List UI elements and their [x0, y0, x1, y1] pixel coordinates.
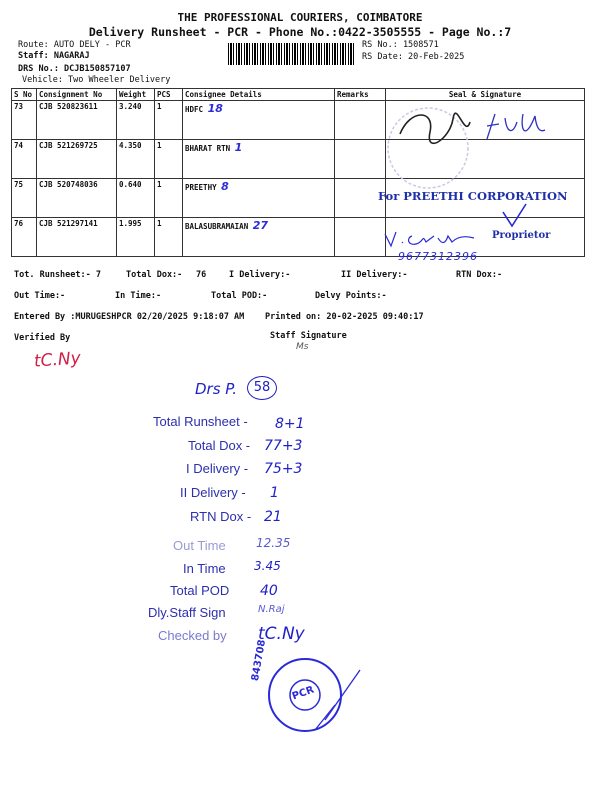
hw-value-out-time: 12.35	[256, 536, 291, 550]
cell-weight: 1.995	[117, 218, 155, 257]
hw-value-total-pod: 40	[260, 583, 278, 599]
hw-value-total-runsheet: 8+1	[275, 416, 305, 432]
proprietor-stamp: Proprietor	[492, 230, 551, 241]
handwritten-count: 27	[252, 219, 269, 232]
hw-label-total-pod: Total POD	[170, 583, 230, 598]
receiver-signature	[382, 228, 482, 250]
route-label: Route: AUTO DELY - PCR	[18, 40, 131, 50]
verified-by-label: Verified By	[14, 333, 71, 343]
hw-label-i-delivery: I Delivery -	[186, 461, 249, 476]
company-name: THE PROFESSIONAL COURIERS, COIMBATORE	[177, 11, 423, 24]
total-pod-label: Total POD:-	[211, 291, 268, 301]
cell-sno: 73	[12, 101, 37, 140]
barcode	[228, 43, 354, 65]
col-seal: Seal & Signature	[386, 89, 585, 101]
cell-consignee	[183, 179, 335, 218]
delvy-points-label: Delvy Points:-	[315, 291, 387, 301]
cell-consignment: CJB 520748036	[37, 179, 117, 218]
vehicle-label: Vehicle: Two Wheeler Delivery	[22, 75, 171, 85]
hw-value-dly-staff-sign: N.Raj	[258, 604, 285, 615]
consignee-name: HDFC	[185, 105, 204, 114]
receiver-phone: 9677312396	[398, 250, 478, 263]
rtn-dox-label: RTN Dox:-	[456, 270, 503, 280]
col-consignee: Consignee Details	[183, 89, 335, 101]
col-remarks: Remarks	[335, 89, 386, 101]
cell-remarks	[335, 140, 386, 179]
hw-label-dly-staff-sign: Dly.Staff Sign	[148, 605, 226, 620]
table-header-row	[12, 89, 585, 101]
cell-weight: 3.240	[117, 101, 155, 140]
hw-value-total-dox: 77+3	[264, 438, 303, 454]
consignee-name: BHARAT RTN	[185, 144, 231, 153]
rs-date: RS Date: 20-Feb-2025	[362, 52, 465, 62]
col-sno: S No	[12, 89, 37, 101]
hw-label-ii-delivery: II Delivery -	[180, 485, 246, 500]
staff-label: Staff: NAGARAJ	[18, 51, 90, 61]
staff-signature-scribble: Ms	[296, 342, 309, 352]
cell-pcs: 1	[155, 101, 183, 140]
cell-consignee	[183, 101, 335, 140]
signature-drawing	[395, 104, 555, 149]
verified-signature: tC.Ny	[33, 348, 82, 372]
stamp-center-text: PCR	[290, 684, 316, 703]
staff-signature-label: Staff Signature	[270, 331, 347, 341]
cell-consignment: CJB 521297141	[37, 218, 117, 257]
hw-label-out-time: Out Time	[173, 538, 226, 553]
out-time-label: Out Time:-	[14, 291, 66, 301]
cell-sno: 75	[12, 179, 37, 218]
cell-sno: 76	[12, 218, 37, 257]
cell-consignee	[183, 140, 335, 179]
total-dox-value: 76	[196, 270, 207, 280]
col-weight: Weight	[117, 89, 155, 101]
hw-value-checked-by: tC.Ny	[258, 624, 305, 644]
hw-value-ii-delivery: 1	[270, 485, 279, 501]
cell-pcs: 1	[155, 218, 183, 257]
cell-consignment: CJB 520823611	[37, 101, 117, 140]
cell-pcs: 1	[155, 179, 183, 218]
hw-label-checked-by: Checked by	[158, 628, 227, 643]
hw-value-rtn-dox: 21	[264, 509, 282, 525]
handwritten-count: 8	[221, 180, 229, 193]
drs-p-label: Drs P.	[195, 380, 238, 398]
col-pcs: PCS	[155, 89, 183, 101]
pcr-round-stamp	[255, 650, 375, 750]
cell-remarks	[335, 101, 386, 140]
in-time-label: In Time:-	[115, 291, 162, 301]
cell-weight: 0.640	[117, 179, 155, 218]
col-consignment: Consignment No	[37, 89, 117, 101]
hw-label-total-runsheet: Total Runsheet -	[153, 414, 248, 429]
ii-delivery-label: II Delivery:-	[341, 270, 408, 280]
cell-consignment: CJB 521269725	[37, 140, 117, 179]
cell-consignee	[183, 218, 335, 257]
hw-value-i-delivery: 75+3	[264, 461, 303, 477]
runsheet-title: Delivery Runsheet - PCR - Phone No.:0422-3505555 - Page No.:7	[88, 25, 512, 39]
consignee-name: BALASUBRAMAIAN	[185, 222, 249, 231]
handwritten-count: 1	[234, 141, 243, 154]
check-mark-icon	[500, 202, 530, 230]
cell-sno: 74	[12, 140, 37, 179]
handwritten-count: 18	[207, 102, 223, 115]
hw-value-in-time: 3.45	[254, 559, 281, 573]
i-delivery-label: I Delivery:-	[229, 270, 291, 280]
printed-on: Printed on: 20-02-2025 09:40:17	[265, 312, 424, 322]
cell-weight: 4.350	[117, 140, 155, 179]
drs-p-number: 58	[247, 376, 277, 400]
stamp-number: 843708	[250, 638, 269, 682]
rs-number: RS No.: 1508571	[362, 40, 439, 50]
drs-number: DRS No.: DCJB150857107	[18, 64, 131, 74]
hw-label-in-time: In Time	[183, 561, 226, 576]
hw-label-total-dox: Total Dox -	[188, 438, 251, 453]
company-stamp: For PREETHI CORPORATION	[378, 189, 568, 203]
total-dox-label: Total Dox:-	[126, 270, 183, 280]
hw-label-rtn-dox: RTN Dox -	[190, 509, 252, 524]
cell-remarks	[335, 218, 386, 257]
consignee-name: PREETHY	[185, 183, 217, 192]
cell-pcs: 1	[155, 140, 183, 179]
entered-by: Entered By :MURUGESHPCR 02/20/2025 9:18:07 AM	[14, 312, 245, 322]
tot-runsheet: Tot. Runsheet:- 7	[14, 270, 101, 280]
